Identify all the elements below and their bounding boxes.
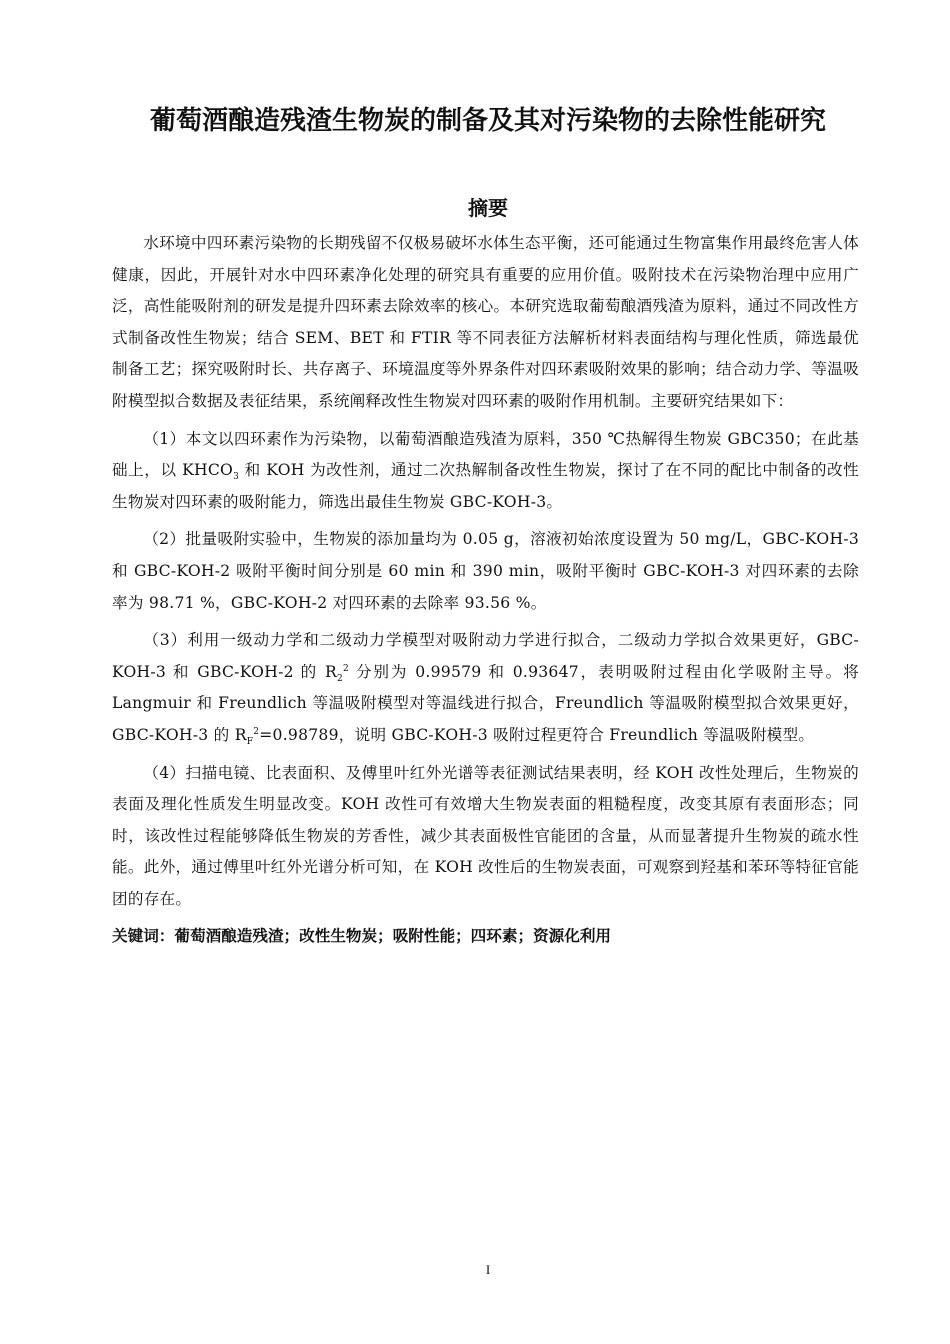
abstract-paragraph-result-3: [112, 625, 859, 751]
abstract-paragraph-intro: 水环境中四环素污染物的长期残留不仅极易破坏水体生态平衡，还可能通过生物富集作用最终危害人体健康，因此，开展针对水中四环素净化处理的研究具有重要的应用价值。吸附技术在污染物治理中应用广泛，高性能吸附剂的研发是提升四环素去除效率的核心。本研究选取葡萄酿酒残渣为原料，通过不同改性方式制备改性生物炭；结合 SEM、BET 和 FTIR 等不同表征方法解析材料表面结构与理化性质，筛选最优制备工艺；探究吸附时长、共存离子、环境温度等外界条件对四环素吸附效果的影响；结合动力学、等温吸附模型拟合数据及表征结果，系统阐释改性生物炭对四环素的吸附作用机制。主要研究结果如下：: [112, 234, 859, 410]
result-1-text-a: （1）本文以四环素作为污染物，以葡萄酒酿造残渣为原料，350 ℃热解得生物炭 GBC350；在此基础上，以 KHCO: [112, 429, 859, 480]
abstract-paragraph-result-1: [112, 424, 859, 519]
page-number: I: [485, 1262, 491, 1277]
result-3-superscript-1: 2: [342, 663, 349, 674]
result-3-subscript-2: F: [246, 737, 254, 748]
keywords-line: [112, 921, 859, 953]
result-1-subscript: 3: [233, 472, 240, 483]
result-3-text-c: =0.98789，说明 GBC-KOH-3 吸附过程更符合 Freundlich 等温吸附模型。: [259, 725, 815, 744]
result-1-text-b: 和 KOH 为改性剂，通过二次热解制备改性生物炭，探讨了在不同的配比中制备的改性生物炭对四环素的吸附能力，筛选出最佳生物炭 GBC-KOH-3。: [112, 461, 859, 511]
abstract-body: [112, 228, 859, 953]
result-3-text-a: （3）利用一级动力学和二级动力学模型对吸附动力学进行拟合，二级动力学拟合效果更好，GBC-KOH-3 和 GBC-KOH-2 的 R: [112, 631, 859, 681]
result-3-subscript-1: 2: [337, 673, 343, 684]
result-3-text-b: 分别为 0.99579 和 0.93647，表明吸附过程由化学吸附主导。将 Langmuir 和 Freundlich 等温吸附模型对等温线进行拟合，Freundlich 等温吸附模型拟合效果更好，GBC-KOH-3 的 R: [112, 662, 860, 744]
keywords-label: 关键词：: [112, 927, 175, 946]
result-3-superscript-2: 2: [253, 726, 260, 737]
abstract-paragraph-result-2: （2）批量吸附实验中，生物炭的添加量均为 0.05 g，溶液初始浓度设置为 50 mg/L，GBC-KOH-3 和 GBC-KOH-2 吸附平衡时间分别是 60 min 和 390 min，吸附平衡时 GBC-KOH-3 对四环素的去除率为 98.71 %，GBC-KOH-2 对四环素的去除率 93.56 %。: [112, 530, 859, 612]
abstract-heading: 摘要: [468, 196, 508, 220]
keywords-values: 葡萄酒酿造残渣；改性生物炭；吸附性能；四环素；资源化利用: [174, 927, 612, 946]
abstract-paragraph-result-4: （4）扫描电镜、比表面积、及傅里叶红外光谱等表征测试结果表明，经 KOH 改性处理后，生物炭的表面及理化性质发生明显改变。KOH 改性可有效增大生物炭表面的粗糙程度，改变其原有表面形态；同时，该改性过程能够降低生物炭的芳香性，减少其表面极性官能团的含量，从而显著提升生物炭的疏水性能。此外，通过傅里叶红外光谱分析可知，在 KOH 改性后的生物炭表面，可观察到羟基和苯环等特征官能团的存在。: [112, 763, 859, 908]
document-title: 葡萄酒酿造残渣生物炭的制备及其对污染物的去除性能研究: [149, 106, 826, 136]
